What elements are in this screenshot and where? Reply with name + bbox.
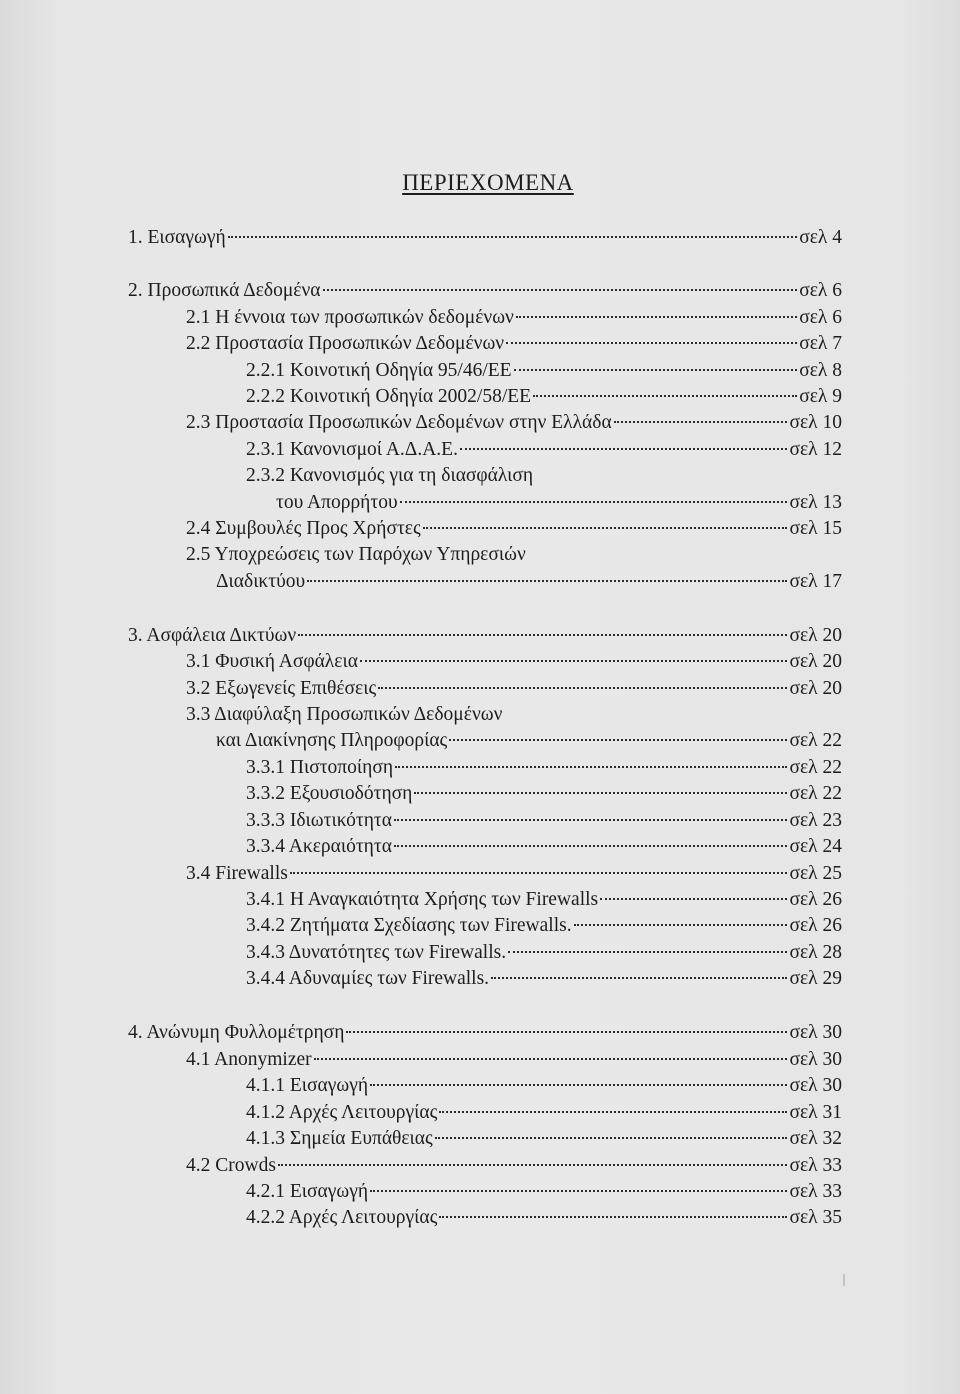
toc-entry-page: σελ 20: [789, 625, 842, 646]
toc-entry: [186, 1154, 842, 1178]
toc-entry-title: 3.4.1 Η Αναγκαιότητα Χρήσης των Firewalls: [246, 889, 599, 910]
toc-entry-page: σελ 25: [789, 863, 842, 884]
toc-entry-page: σελ 10: [789, 412, 842, 433]
dot-leader: [449, 739, 787, 741]
toc-entry-title: 4.1 Anonymizer: [186, 1049, 312, 1070]
toc-entry-page: σελ 26: [789, 889, 842, 910]
toc-entry-page: σελ 20: [789, 651, 842, 672]
toc-entry: [246, 1101, 842, 1125]
toc-entry: [186, 862, 842, 886]
toc-entry-page: σελ 24: [789, 836, 842, 857]
toc-entry-title: 2.3.2 Κανονισμός για τη διασφάλιση: [246, 465, 534, 486]
dot-leader: [360, 660, 788, 662]
toc-entry-page: σελ 33: [789, 1155, 842, 1176]
dot-leader: [460, 448, 788, 450]
toc-entry-page: σελ 26: [789, 915, 842, 936]
dot-leader: [307, 580, 787, 582]
toc-entry-page: σελ 29: [789, 968, 842, 989]
toc-entry-page: σελ 22: [789, 757, 842, 778]
dot-leader: [516, 316, 797, 318]
dot-leader: [439, 1111, 787, 1113]
toc-entry: [186, 306, 842, 330]
toc-entry-title: 2.2 Προστασία Προσωπικών Δεδομένων: [186, 333, 505, 354]
toc-entry-title: 3.3 Διαφύλαξη Προσωπικών Δεδομένων: [186, 704, 503, 725]
dot-leader: [600, 898, 787, 900]
dot-leader: [491, 977, 787, 979]
toc-entry-title: 2.4 Συμβουλές Προς Χρήστες: [186, 518, 421, 539]
toc-entry-page: σελ 6: [799, 307, 842, 328]
dot-leader: [439, 1216, 787, 1218]
toc-entry: [246, 1127, 842, 1151]
dot-leader: [574, 924, 788, 926]
toc-entry-title: 3.4.2 Ζητήματα Σχεδίασης των Firewalls.: [246, 915, 572, 936]
dot-leader: [423, 527, 788, 529]
toc-entry-title: 2.2.1 Κοινοτική Οδηγία 95/46/ΕΕ: [246, 360, 512, 381]
toc-entry-page: σελ 12: [789, 439, 842, 460]
toc-entry: [128, 624, 842, 648]
toc-entry-page: σελ 8: [799, 360, 842, 381]
dot-leader: [414, 792, 787, 794]
toc-entry-page: σελ 22: [789, 783, 842, 804]
toc-entry: [186, 677, 842, 701]
toc-entry-page: σελ 30: [789, 1049, 842, 1070]
toc-entry-page: σελ 30: [789, 1075, 842, 1096]
toc-entry-title: 2. Προσωπικά Δεδομένα: [128, 280, 321, 301]
toc-entry-title: 4.2 Crowds: [186, 1155, 276, 1176]
toc-entry-title: 3.3.2 Εξουσιοδότηση: [246, 783, 413, 804]
toc-entry-title: 3. Ασφάλεια Δικτύων: [128, 625, 297, 646]
dot-leader: [435, 1137, 788, 1139]
toc-entry-title: 4.1.1 Εισαγωγή: [246, 1075, 369, 1096]
dot-leader: [400, 501, 788, 503]
toc-entry-title: 2.1 Η έννοια των προσωπικών δεδομένων: [186, 307, 514, 328]
toc-entry: [246, 1180, 842, 1204]
toc-entry: [186, 1048, 842, 1072]
dot-leader: [370, 1084, 787, 1086]
toc-entry-title: 4.2.1 Εισαγωγή: [246, 1181, 369, 1202]
page-title: ΠΕΡΙΕΧΟΜΕΝΑ: [402, 170, 574, 195]
toc-entry: [246, 835, 842, 859]
toc-entry: [186, 332, 842, 356]
dot-leader: [228, 236, 798, 238]
scan-artifact: [843, 1274, 845, 1286]
toc-entry-page: σελ 20: [789, 678, 842, 699]
dot-leader: [614, 421, 788, 423]
toc-entry-page: σελ 15: [789, 518, 842, 539]
toc-entry-title: 3.4.4 Αδυναμίες των Firewalls.: [246, 968, 490, 989]
toc-entry-page: σελ 30: [789, 1022, 842, 1043]
toc-entry: [186, 411, 842, 435]
toc-entry: [246, 438, 842, 462]
toc-entry-title: 3.3.4 Ακεραιότητα: [246, 836, 392, 857]
toc-entry-title: 4.2.2 Αρχές Λειτουργίας: [246, 1207, 438, 1228]
dot-leader: [290, 872, 788, 874]
toc-entry-title: 3.1 Φυσική Ασφάλεια: [186, 651, 358, 672]
toc-entry: [246, 809, 842, 833]
toc-entry: [246, 359, 842, 383]
toc-entry-title: 3.3.3 Ιδιωτικότητα: [246, 810, 392, 831]
toc-entry: [246, 914, 842, 938]
toc-entry-page: σελ 7: [799, 333, 842, 354]
toc-entry-page: σελ 6: [799, 280, 842, 301]
toc-entry-title: 3.3.1 Πιστοποίηση: [246, 757, 394, 778]
dot-leader: [514, 369, 798, 371]
toc-entry: [186, 517, 842, 541]
toc-entry-title: του Απορρήτου: [276, 492, 398, 513]
toc-entry-page: σελ 4: [799, 227, 842, 248]
dot-leader: [378, 687, 787, 689]
toc-entry-title: 2.3 Προστασία Προσωπικών Δεδομένων στην Ελλάδα: [186, 412, 612, 433]
toc-entry-page: σελ 35: [789, 1207, 842, 1228]
toc-entry: [128, 279, 842, 303]
toc-entry: [128, 1021, 842, 1045]
toc-entry-title: Διαδικτύου: [216, 571, 306, 592]
toc-entry-page: σελ 31: [789, 1102, 842, 1123]
toc-entry: [246, 782, 842, 806]
toc-entry-page: σελ 13: [789, 492, 842, 513]
toc-entry-title: 2.5 Υποχρεώσεις των Παρόχων Υπηρεσιών: [186, 544, 526, 565]
dot-leader: [533, 395, 797, 397]
dot-leader: [394, 845, 788, 847]
dot-leader: [323, 289, 798, 291]
toc-entry-title: 2.2.2 Κοινοτική Οδηγία 2002/58/ΕΕ: [246, 386, 532, 407]
toc-entry: [246, 1206, 842, 1230]
toc-entry-title: 3.4.3 Δυνατότητες των Firewalls.: [246, 942, 507, 963]
toc-entry-page: σελ 23: [789, 810, 842, 831]
toc-entry: [216, 729, 842, 753]
toc-entry-title: 4. Ανώνυμη Φυλλομέτρηση: [128, 1022, 345, 1043]
dot-leader: [278, 1164, 788, 1166]
toc-entry-page: σελ 28: [789, 942, 842, 963]
dot-leader: [394, 819, 788, 821]
toc-entry: [246, 941, 842, 965]
toc-entry-page: σελ 22: [789, 730, 842, 751]
toc-entry: [246, 888, 842, 912]
toc-entry-title: 4.1.2 Αρχές Λειτουργίας: [246, 1102, 438, 1123]
dot-leader: [395, 766, 787, 768]
toc-entry-title: 2.3.1 Κανονισμοί Α.Δ.Α.Ε.: [246, 439, 458, 460]
toc-entry-title: 1. Εισαγωγή: [128, 227, 226, 248]
dot-leader: [298, 634, 787, 636]
dot-leader: [370, 1190, 787, 1192]
toc-entry: [246, 756, 842, 780]
toc-entry-page: σελ 32: [789, 1128, 842, 1149]
toc-entry: [216, 570, 842, 594]
toc-entry-page: σελ 17: [789, 571, 842, 592]
toc-entry-title: 3.2 Εξωγενείς Επιθέσεις: [186, 678, 377, 699]
dot-leader: [346, 1031, 787, 1033]
toc-entry: [186, 650, 842, 674]
dot-leader: [508, 951, 787, 953]
toc-entry: [276, 491, 842, 515]
dot-leader: [506, 342, 797, 344]
toc-entry: [246, 1074, 842, 1098]
toc-entry-page: σελ 9: [799, 386, 842, 407]
toc-entry-page: σελ 33: [789, 1181, 842, 1202]
dot-leader: [314, 1058, 788, 1060]
toc-entry: [246, 385, 842, 409]
toc-entry-title: 4.1.3 Σημεία Ευπάθειας: [246, 1128, 433, 1149]
toc-entry-title: και Διακίνησης Πληροφορίας: [216, 730, 448, 751]
toc-entry: [246, 967, 842, 991]
toc-entry-title: 3.4 Firewalls: [186, 863, 288, 884]
toc-entry: [128, 226, 842, 250]
